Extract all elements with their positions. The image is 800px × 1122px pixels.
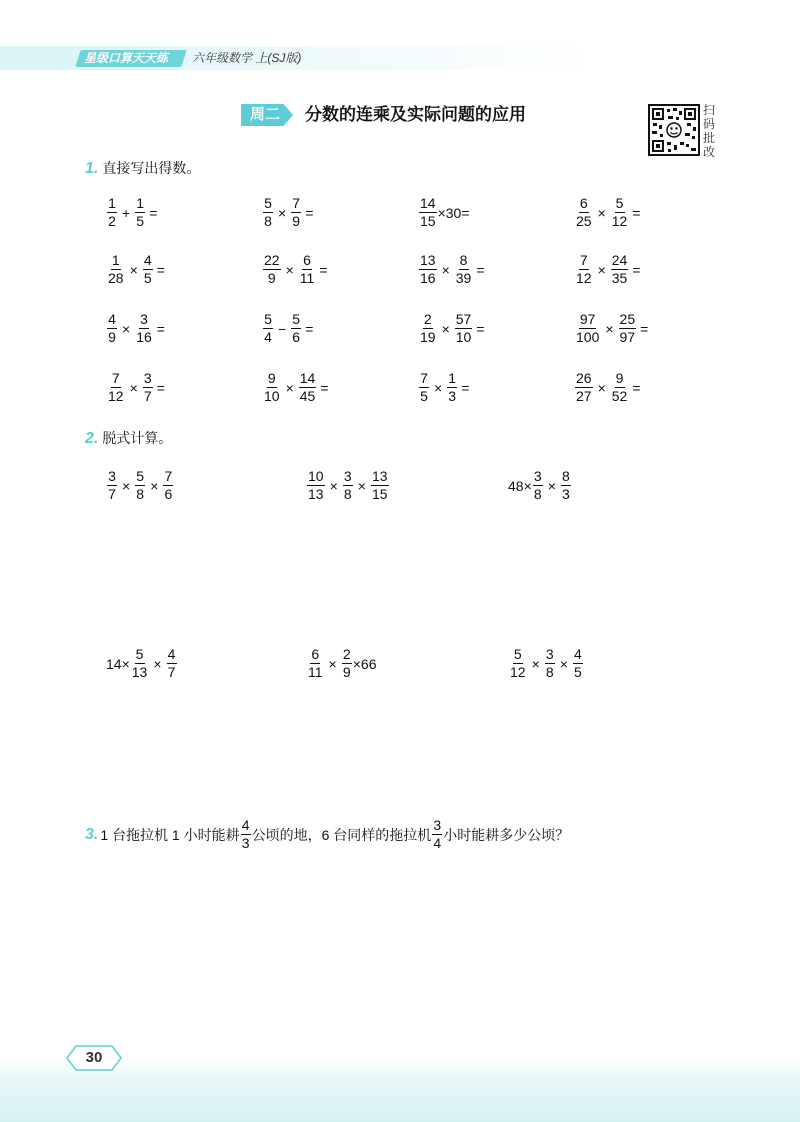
fraction [418,253,438,286]
qr-code-graphic [650,106,698,154]
oral-calc-item [418,312,485,345]
denominator: 2 [108,213,116,229]
oral-calc-item [574,371,641,404]
oral-calc-item [574,253,641,286]
denominator: 7 [108,486,116,502]
fraction [142,253,154,286]
numerator: 13 [420,252,436,268]
fraction [508,647,528,680]
fraction [130,647,150,680]
denominator: 10 [455,329,472,345]
step-calc-item [106,647,178,680]
section-3-number: 3. [85,825,99,843]
operator: × [434,379,443,396]
denominator: 13 [131,664,148,680]
numerator: 1 [136,195,145,211]
fraction [574,196,594,229]
fraction [106,469,118,502]
denominator: 15 [371,486,388,502]
numerator: 22 [264,252,280,268]
fraction [431,818,443,851]
denominator: 97 [619,329,636,345]
denominator: 13 [308,486,324,502]
fraction [454,312,474,345]
oral-calc-item [106,312,165,345]
step-calc-item [306,469,390,502]
fraction [454,253,474,286]
word-problem [85,818,569,851]
fraction [262,371,282,404]
fraction [166,647,178,680]
problem-text: 公顷的地，6 台同样的拖拉机 [251,826,432,843]
fraction [341,647,353,680]
denominator: 4 [433,835,442,851]
denominator: 11 [299,270,315,286]
numerator: 2 [342,646,351,662]
denominator: 28 [108,270,124,286]
fraction [298,371,318,404]
fraction [134,196,146,229]
oral-calc-item [574,196,641,229]
denominator: 16 [136,329,152,345]
numerator: 7 [111,370,120,386]
fraction [574,371,594,404]
numerator: 7 [579,252,588,268]
equals-sign: = [632,379,641,396]
operator: × [129,379,138,396]
page-number: 30 [85,1049,103,1066]
equals-sign: = [149,204,158,221]
book-title: 六年级数学 上(SJ版) [192,51,302,65]
numerator: 6 [303,252,311,268]
numerator: 8 [459,252,468,268]
fraction [106,253,126,286]
equals-sign: = [156,379,165,396]
fraction [610,196,630,229]
fraction [290,196,302,229]
operator: × [531,655,540,672]
fraction [162,469,174,502]
numerator: 57 [455,311,472,327]
operator: × [597,379,606,396]
denominator: 5 [136,213,145,229]
numerator: 3 [143,370,152,386]
numerator: 10 [308,468,324,484]
denominator: 100 [576,329,600,345]
denominator: 9 [292,213,301,229]
denominator: 8 [533,486,542,502]
numerator: 14 [420,195,436,211]
operator: − [278,320,287,337]
denominator: 4 [264,329,272,345]
numerator: 1 [448,370,457,386]
fraction [342,469,354,502]
denominator: 11 [308,664,323,680]
numerator: 5 [135,646,144,662]
denominator: 9 [108,329,116,345]
operator: × [150,477,159,494]
operator: × [153,655,162,672]
step-calc-item [508,469,572,502]
oral-calc-item [574,312,648,345]
numerator: 4 [241,817,250,833]
section-2-number: 2. [85,430,99,447]
equals-sign: = [476,320,485,337]
oral-calc-item [418,253,485,286]
fraction [142,371,154,404]
fraction [618,312,638,345]
numerator: 24 [611,252,628,268]
operator: × [559,655,568,672]
denominator: 8 [545,664,554,680]
fraction [262,253,282,286]
denominator: 52 [611,388,628,404]
number-literal: ×66 [352,655,377,672]
section-1-title: 直接写出得数。 [102,160,201,176]
oral-calc-item [262,196,313,229]
fraction [572,647,584,680]
numerator: 5 [264,311,272,327]
fraction [574,253,594,286]
denominator: 8 [264,213,272,229]
oral-calc-item [418,371,469,404]
numerator: 4 [108,311,116,327]
fraction [610,371,630,404]
step-calc-item [106,469,174,502]
fraction [532,469,544,502]
numerator: 25 [619,311,636,327]
equals-sign: = [632,204,641,221]
denominator: 12 [576,270,592,286]
operator: + [122,204,131,221]
equals-sign: = [305,204,314,221]
operator: × [129,261,138,278]
oral-calc-item [106,196,157,229]
denominator: 15 [420,213,436,229]
operator: × [605,320,614,337]
numerator: 5 [292,311,301,327]
numerator: 3 [533,468,542,484]
section-2-title: 脱式计算。 [102,430,173,446]
numerator: 3 [108,468,116,484]
denominator: 6 [164,486,173,502]
denominator: 10 [264,388,280,404]
fraction [418,312,438,345]
numerator: 5 [136,468,145,484]
numerator: 3 [343,468,352,484]
numerator: 4 [143,252,152,268]
fraction [298,253,317,286]
operator: × [441,320,450,337]
oral-calc-item [418,196,470,229]
fraction [290,312,302,345]
fraction [610,253,630,286]
numerator: 13 [371,468,388,484]
denominator: 35 [611,270,628,286]
oral-calc-item [106,371,165,404]
numerator: 3 [140,311,148,327]
denominator: 3 [448,388,457,404]
numerator: 5 [615,195,624,211]
fraction [574,312,601,345]
number-literal: ×30= [437,204,470,221]
operator: × [597,204,606,221]
denominator: 3 [241,835,250,851]
denominator: 9 [342,664,351,680]
denominator: 8 [343,486,352,502]
fraction [418,196,438,229]
fraction [262,196,274,229]
numerator: 1 [111,252,120,268]
denominator: 5 [420,388,428,404]
lesson-title: 分数的连乘及实际问题的应用 [305,105,526,124]
operator: × [328,655,337,672]
equals-sign: = [305,320,314,337]
fraction [106,312,118,345]
fraction [446,371,458,404]
lesson-day-tag: 周二 [249,106,280,123]
equals-sign: = [319,261,328,278]
denominator: 16 [420,270,436,286]
numerator: 4 [167,646,176,662]
denominator: 6 [292,329,301,345]
denominator: 3 [562,486,570,502]
fraction [370,469,390,502]
equals-sign: = [632,261,641,278]
operator: × [357,477,366,494]
oral-calc-item [106,253,165,286]
equals-sign: = [476,261,485,278]
numerator: 8 [562,468,570,484]
problem-text: 小时能耕多少公顷？ [443,826,570,843]
denominator: 19 [420,329,436,345]
equals-sign: = [320,379,329,396]
numerator: 4 [574,646,582,662]
operator: × [597,261,606,278]
operator: × [285,379,294,396]
fraction [418,371,430,404]
fraction [106,371,126,404]
numerator: 3 [545,646,554,662]
equals-sign: = [640,320,649,337]
denominator: 8 [136,486,145,502]
qr-scan-label: 扫 码 批 改 [703,103,716,159]
numerator: 9 [267,370,276,386]
denominator: 5 [143,270,152,286]
operator: × [285,261,294,278]
oral-calc-item [262,312,313,345]
denominator: 12 [108,388,124,404]
series-name: 星级口算天天练 [84,51,169,65]
denominator: 7 [167,664,176,680]
denominator: 25 [576,213,592,229]
section-1-number: 1. [85,160,99,177]
denominator: 27 [576,388,592,404]
denominator: 12 [611,213,628,229]
fraction [262,312,274,345]
numerator: 7 [420,370,428,386]
numerator: 6 [579,195,588,211]
numerator: 1 [108,195,116,211]
operator: × [547,477,556,494]
numerator: 5 [264,195,272,211]
denominator: 45 [299,388,316,404]
fraction [560,469,572,502]
fraction [306,647,325,680]
qr-code-icon[interactable] [648,104,700,156]
section-1-heading [85,158,200,179]
fraction [544,647,556,680]
step-calc-item [508,647,584,680]
section-2-heading [85,428,172,449]
number-literal: 48× [508,477,532,494]
fraction [134,469,146,502]
numerator: 6 [311,646,320,662]
denominator: 9 [267,270,276,286]
numerator: 14 [299,370,316,386]
operator: × [329,477,338,494]
numerator: 9 [615,370,624,386]
numerator: 26 [576,370,592,386]
fraction [306,469,326,502]
operator: × [441,261,450,278]
equals-sign: = [461,379,470,396]
oral-calc-item [262,253,328,286]
operator: × [122,320,131,337]
denominator: 12 [510,664,526,680]
numerator: 5 [513,646,522,662]
numerator: 2 [423,311,432,327]
oral-calc-item [262,371,329,404]
numerator: 97 [579,311,596,327]
step-calc-item [306,647,376,680]
fraction [134,312,154,345]
fraction [240,818,252,851]
equals-sign: = [156,320,165,337]
equals-sign: = [156,261,165,278]
fraction [106,196,118,229]
numerator: 7 [164,468,173,484]
numerator: 3 [433,817,442,833]
number-literal: 14× [106,655,130,672]
denominator: 5 [574,664,582,680]
operator: × [122,477,131,494]
problem-text: 1 台拖拉机 1 小时能耕 [100,826,240,843]
denominator: 39 [455,270,472,286]
denominator: 7 [143,388,152,404]
operator: × [278,204,287,221]
numerator: 7 [292,195,301,211]
